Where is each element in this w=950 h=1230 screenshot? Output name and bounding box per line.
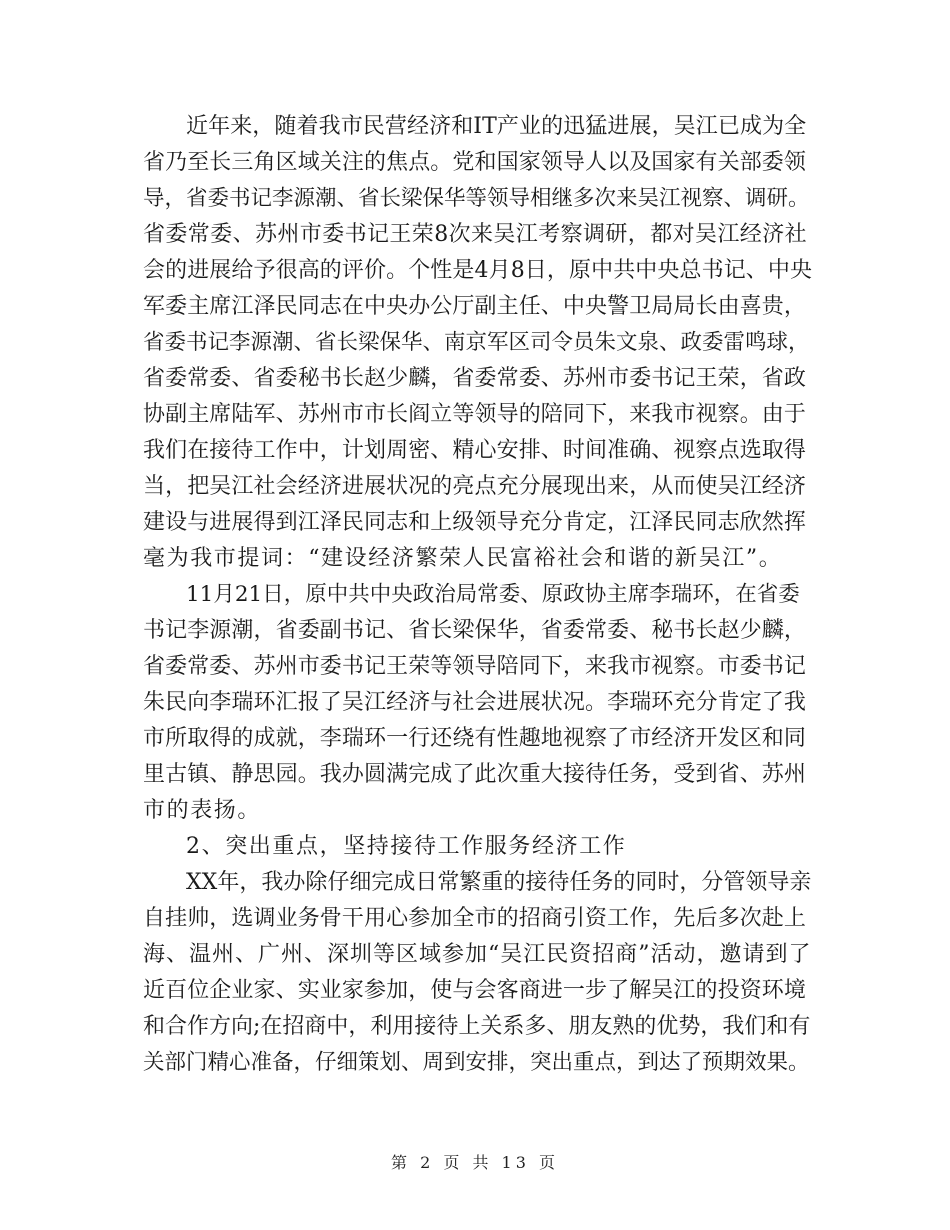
text-line: 毫为我市提词：“建设经济繁荣人民富裕社会和谐的新吴江”。	[143, 546, 783, 571]
text-line: 协副主席陆军、苏州市市长阎立等领导的陪同下，来我市视察。由于	[143, 402, 807, 427]
text-line: XX年，我办除仔细完成日常繁重的接待任务的同时，分管领导亲	[186, 870, 812, 895]
text-line: 近百位企业家、实业家参加，使与会客商进一步了解吴江的投资环境	[143, 978, 807, 1003]
text-line: 省委常委、省委秘书长赵少麟，省委常委、苏州市委书记王荣，省政	[143, 366, 807, 391]
page-number-footer: 第 2 页 共 13 页	[391, 1153, 559, 1172]
text-line: 近年来，随着我市民营经济和IT产业的迅猛进展，吴江已成为全	[186, 114, 807, 139]
text-line: 关部门精心准备，仔细策划、周到安排，突出重点，到达了预期效果。	[143, 1050, 810, 1075]
text-line: 建设与进展得到江泽民同志和上级领导充分肯定，江泽民同志欣然挥	[143, 510, 807, 535]
text-line: 会的进展给予很高的评价。个性是4月8日，原中共中央总书记、中央	[143, 258, 813, 283]
text-line: 导，省委书记李源潮、省长梁保华等领导相继多次来吴江视察、调研。	[143, 186, 810, 211]
section-heading: 2、突出重点，坚持接待工作服务经济工作	[186, 834, 627, 859]
text-line: 11月21日，原中共中央政治局常委、原政协主席李瑞环，在省委	[186, 582, 800, 607]
text-line: 省委书记李源潮、省长梁保华、南京军区司令员朱文泉、政委雷鸣球，	[143, 330, 810, 355]
text-line: 书记李源潮，省委副书记、省长梁保华，省委常委、秘书长赵少麟，	[143, 618, 807, 643]
text-line: 军委主席江泽民同志在中央办公厅副主任、中央警卫局局长由喜贵，	[143, 294, 807, 319]
text-line: 当，把吴江社会经济进展状况的亮点充分展现出来，从而使吴江经济	[143, 474, 807, 499]
text-line: 我们在接待工作中，计划周密、精心安排、时间准确、视察点选取得	[143, 438, 807, 463]
text-line: 海、温州、广州、深圳等区域参加“吴江民资招商”活动，邀请到了	[143, 942, 812, 967]
text-line: 市的表扬。	[143, 798, 262, 823]
text-line: 省委常委、苏州市委书记王荣8次来吴江考察调研，都对吴江经济社	[143, 222, 807, 247]
text-line: 省委常委、苏州市委书记王荣等领导陪同下，来我市视察。市委书记	[143, 654, 807, 679]
text-line: 里古镇、静思园。我办圆满完成了此次重大接待任务，受到省、苏州	[143, 762, 807, 787]
text-line: 和合作方向;在招商中，利用接待上关系多、朋友熟的优势，我们和有	[143, 1014, 811, 1039]
text-line: 市所取得的成就，李瑞环一行还绕有性趣地视察了市经济开发区和同	[143, 726, 807, 751]
text-line: 省乃至长三角区域关注的焦点。党和国家领导人以及国家有关部委领	[143, 150, 807, 175]
text-line: 朱民向李瑞环汇报了吴江经济与社会进展状况。李瑞环充分肯定了我	[143, 690, 807, 715]
text-line: 自挂帅，选调业务骨干用心参加全市的招商引资工作，先后多次赴上	[143, 906, 807, 931]
